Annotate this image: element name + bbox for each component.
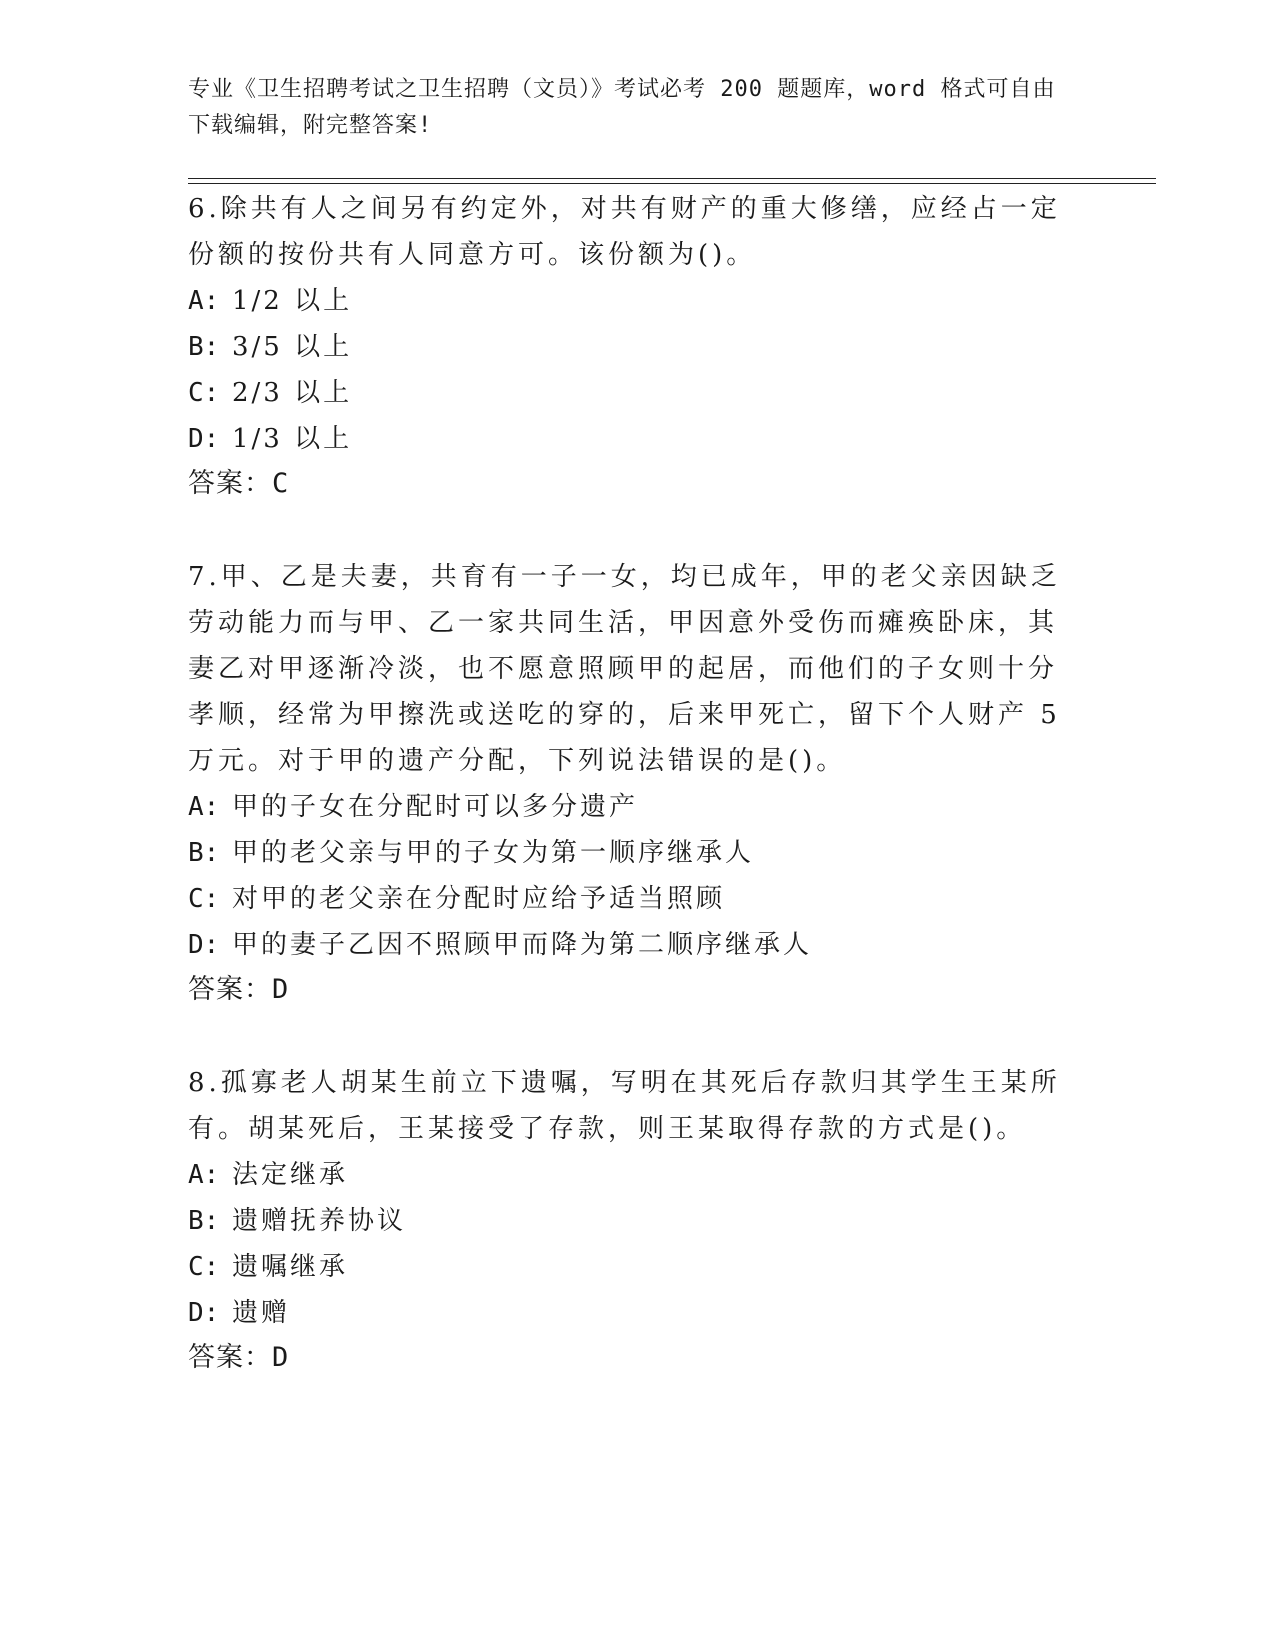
option-key: D: xyxy=(188,424,220,454)
option-key: C: xyxy=(188,378,220,408)
option-key: C: xyxy=(188,884,220,914)
answer-value: D xyxy=(272,974,290,1005)
option-text: 遗赠 xyxy=(232,1298,291,1328)
option-key: A: xyxy=(188,792,220,822)
option-key: D: xyxy=(188,1298,220,1328)
document-header: 专业《卫生招聘考试之卫生招聘（文员）》考试必考 200 题题库，word 格式可自由下载编辑，附完整答案! xyxy=(188,77,1056,138)
answer-line xyxy=(188,1336,1078,1380)
option-key: D: xyxy=(188,930,220,960)
option-d xyxy=(188,416,1078,462)
answer-label: 答案： xyxy=(188,974,272,1005)
option-text: 对甲的老父亲在分配时应给予适当照顾 xyxy=(232,884,726,914)
header-divider-top xyxy=(188,178,1156,179)
option-key: A: xyxy=(188,286,220,316)
option-b xyxy=(188,324,1078,370)
option-key: C: xyxy=(188,1252,220,1282)
option-text: 甲的老父亲与甲的子女为第一顺序继承人 xyxy=(232,838,755,868)
option-a xyxy=(188,1152,1078,1198)
option-text: 2/3 以上 xyxy=(232,378,353,408)
option-a xyxy=(188,278,1078,324)
option-text: 遗赠抚养协议 xyxy=(232,1206,407,1236)
option-text: 遗嘱继承 xyxy=(232,1252,349,1282)
question-item-8 xyxy=(188,1060,1078,1380)
option-key: B: xyxy=(188,838,220,868)
option-b xyxy=(188,1198,1078,1244)
option-text: 甲的子女在分配时可以多分遗产 xyxy=(232,792,639,822)
option-c xyxy=(188,1244,1078,1290)
option-d xyxy=(188,1290,1078,1336)
option-text: 3/5 以上 xyxy=(232,332,353,362)
answer-label: 答案： xyxy=(188,468,272,499)
question-item-7 xyxy=(188,554,1078,1012)
option-key: A: xyxy=(188,1160,220,1190)
option-text: 法定继承 xyxy=(232,1160,349,1190)
option-text: 1/2 以上 xyxy=(232,286,353,316)
question-item-6 xyxy=(188,186,1078,506)
answer-line xyxy=(188,968,1078,1012)
question-stem: 6.除共有人之间另有约定外，对共有财产的重大修缮，应经占一定份额的按份共有人同意方可。该份额为()。 xyxy=(188,194,1061,270)
answer-value: C xyxy=(272,468,290,499)
question-stem: 7.甲、乙是夫妻，共育有一子一女，均已成年，甲的老父亲因缺乏劳动能力而与甲、乙一家共同生活，甲因意外受伤而瘫痪卧床，其妻乙对甲逐渐冷淡，也不愿意照顾甲的起居，而他们的子女则十分孝顺，经常为甲擦洗或送吃的穿的，后来甲死亡，留下个人财产 5 万元。对于甲的遗产分配，下列说法错误的是()。 xyxy=(188,562,1061,776)
header-divider-bottom xyxy=(188,183,1156,184)
option-key: B: xyxy=(188,1206,220,1236)
option-key: B: xyxy=(188,332,220,362)
answer-value: D xyxy=(272,1342,290,1373)
option-text: 1/3 以上 xyxy=(232,424,353,454)
answer-label: 答案： xyxy=(188,1342,272,1373)
option-b xyxy=(188,830,1078,876)
option-text: 甲的妻子乙因不照顾甲而降为第二顺序继承人 xyxy=(232,930,813,960)
answer-line xyxy=(188,462,1078,506)
question-stem: 8.孤寡老人胡某生前立下遗嘱，写明在其死后存款归其学生王某所有。胡某死后，王某接受了存款，则王某取得存款的方式是()。 xyxy=(188,1068,1061,1144)
option-c xyxy=(188,876,1078,922)
question-list xyxy=(188,186,1078,1428)
option-a xyxy=(188,784,1078,830)
option-d xyxy=(188,922,1078,968)
option-c xyxy=(188,370,1078,416)
